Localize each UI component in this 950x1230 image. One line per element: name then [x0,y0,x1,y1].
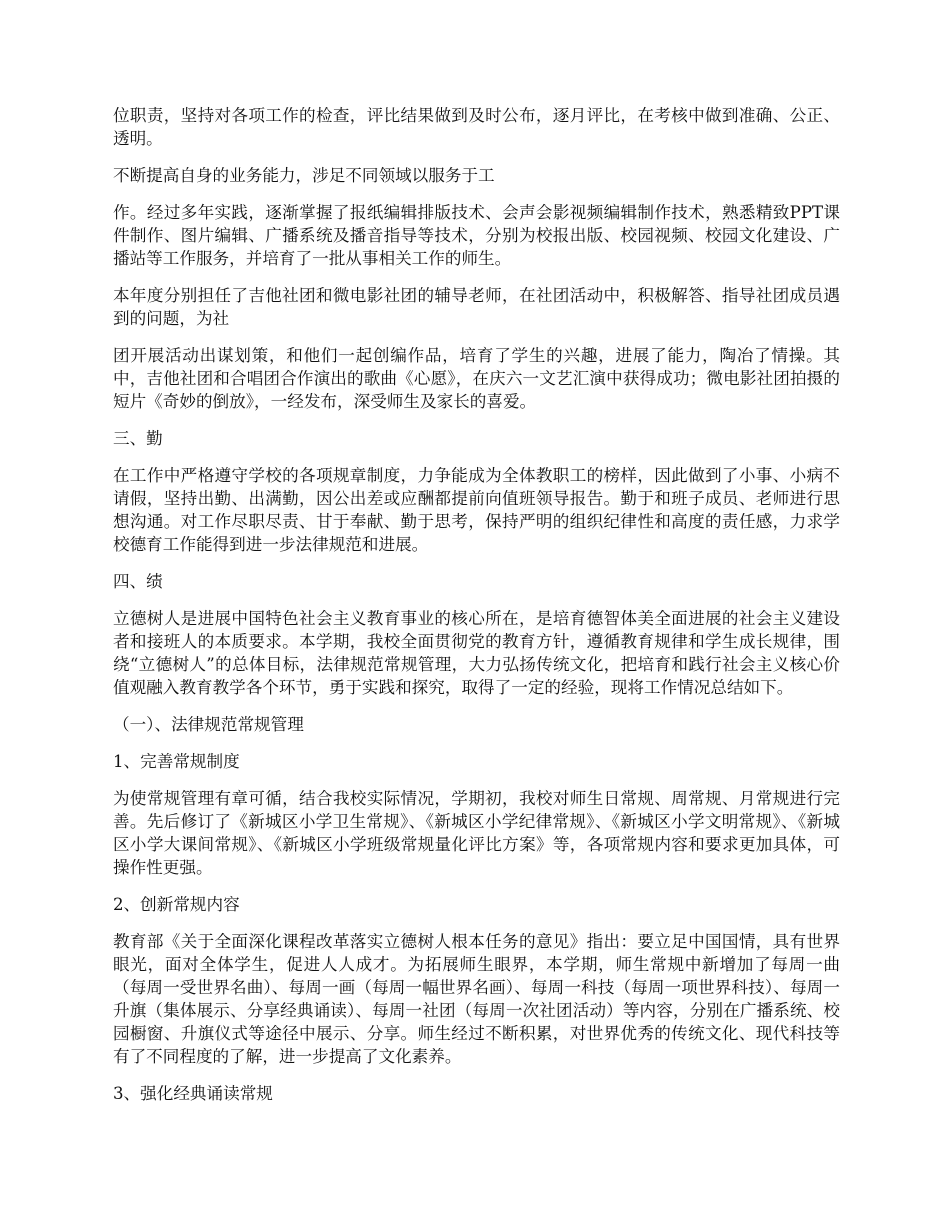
subsection-heading-routine-management: （一）、法律规范常规管理 [113,715,304,734]
paragraph-technical-skills: 作。经过多年实践，逐渐掌握了报纸编辑排版技术、会声会影视频编辑制作技术，熟悉精致PPT课件制作、图片编辑、广播系统及播音指导等技术，分别为校报出版、校园视频、校园文化建设、广播站等工作服务，并培育了一批从事相关工作的师生。 [113,203,840,268]
paragraph-innovate-content: 教育部《关于全面深化课程改革落实立德树人根本任务的意见》指出：要立足中国国情，具有世界眼光，面对全体学生，促进人人成才。为拓展师生眼界，本学期，师生常规中新增加了每周一曲（每周一受世界名曲）、每周一画（每周一幅世界名画）、每周一科技（每周一项世界科技）、每周一升旗（集体展示、分享经典诵读）、每周一社团（每周一次社团活动）等内容，分别在广播系统、校园橱窗、升旗仪式等途径中展示、分享。师生经过不断积累，对世界优秀的传统文化、现代科技等有了不同程度的了解，进一步提高了文化素养。 [113,932,840,1066]
item-heading-improve-rules: 1、完善常规制度 [113,752,240,771]
paragraph-achievements-intro: 立德树人是进展中国特色社会主义教育事业的核心所在，是培育德智体美全面进展的社会主义建设者和接班人的本质要求。本学期，我校全面贯彻党的教育方针，遵循教育规律和学生成长规律，围绕“立德树人”的总体目标，法律规范常规管理，大力弘扬传统文化，把培育和践行社会主义核心价值观融入教育教学各个环节，勇于实践和探究，取得了一定的经验，现将工作情况总结如下。 [113,609,840,697]
paragraph-improve-ability: 不断提高自身的业务能力，涉足不同领域以服务于工 [113,166,495,185]
document-page [113,104,840,1119]
paragraph-duty-inspection: 位职责，坚持对各项工作的检查，评比结果做到及时公布，逐月评比，在考核中做到准确、公正、透明。 [113,106,840,148]
item-heading-innovate-content: 2、创新常规内容 [113,895,240,914]
paragraph-club-advisor: 本年度分别担任了吉他社团和微电影社团的辅导老师，在社团活动中，积极解答、指导社团成员遇到的问题，为社 [113,286,840,328]
paragraph-club-activities: 团开展活动出谋划策，和他们一起创编作品，培育了学生的兴趣，进展了能力，陶冶了情操。其中，吉他社团和合唱团合作演出的歌曲《心愿》，在庆六一文艺汇演中获得成功；微电影社团拍摄的短片《奇妙的倒放》，一经发布，深受师生及家长的喜爱。 [113,346,840,411]
section-heading-achievements: 四、绩 [113,572,163,591]
item-heading-classic-reading: 3、强化经典诵读常规 [113,1084,273,1103]
paragraph-improve-rules: 为使常规管理有章可循，结合我校实际情况，学期初，我校对师生日常规、周常规、月常规进行完善。先后修订了《新城区小学卫生常规》、《新城区小学纪律常规》、《新城区小学文明常规》、《新城区小学大课间常规》、《新城区小学班级常规量化评比方案》等，各项常规内容和要求更加具体，可操作性更强。 [113,789,840,877]
paragraph-diligence: 在工作中严格遵守学校的各项规章制度，力争能成为全体教职工的榜样，因此做到了小事、小病不请假，坚持出勤、出满勤，因公出差或应酬都提前向值班领导报告。勤于和班子成员、老师进行思想沟通。对工作尽职尽责、甘于奉献、勤于思考，保持严明的组织纪律性和高度的责任感，力求学校德育工作能得到进一步法律规范和进展。 [113,466,840,554]
section-heading-diligence: 三、勤 [113,429,163,448]
